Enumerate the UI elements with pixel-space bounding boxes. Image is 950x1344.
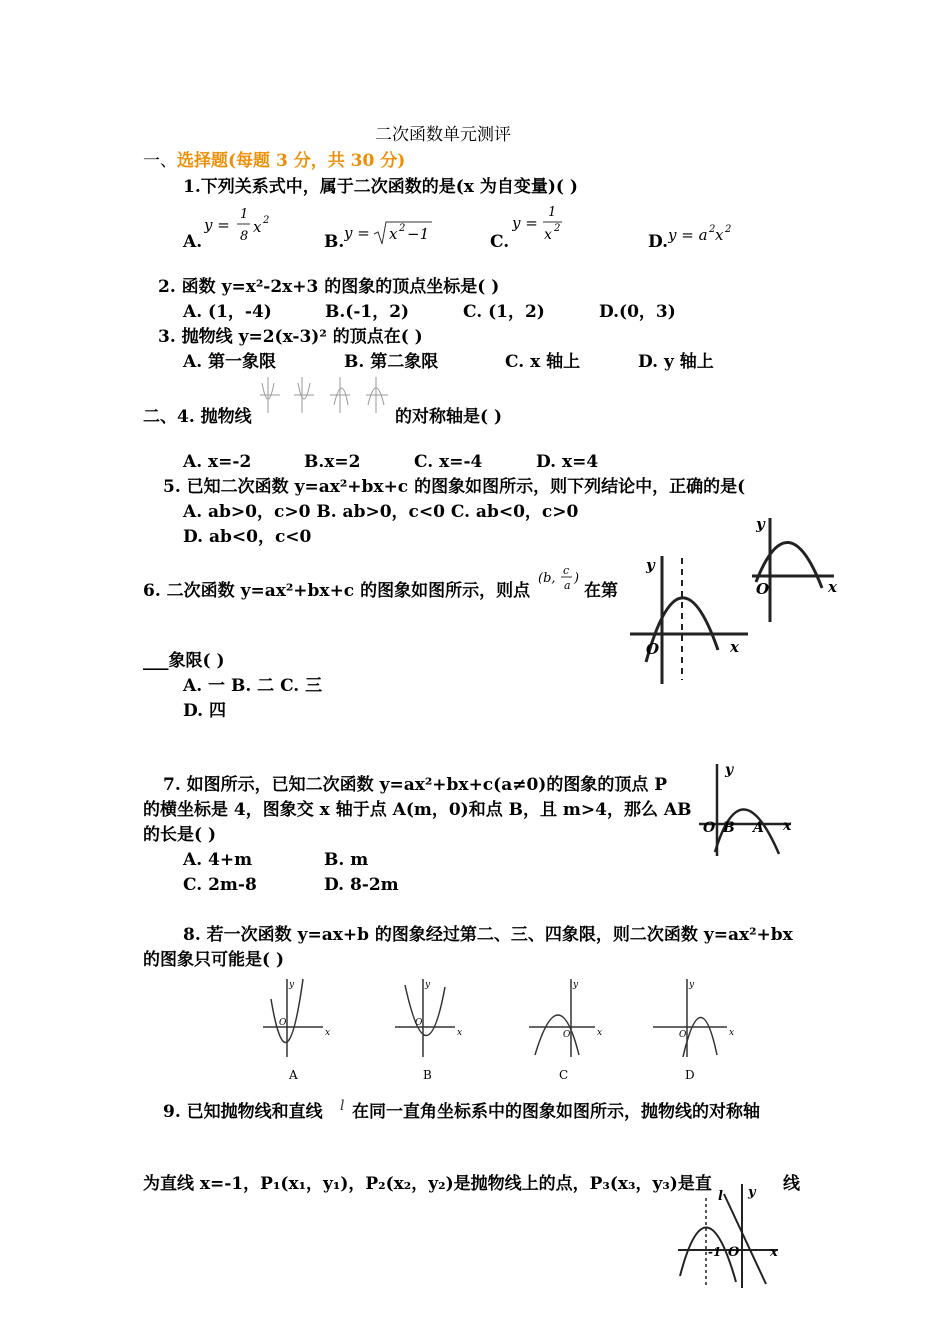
svg-text:−1: −1: [407, 225, 430, 243]
q8-graph-c: [529, 979, 595, 1057]
section1-number: 一、: [143, 151, 177, 171]
q8-label-c: C: [559, 1068, 569, 1082]
q8-d-origin: O: [679, 1030, 687, 1040]
q8-graph-b: [395, 979, 455, 1057]
q9-line-l-label: l: [718, 1189, 723, 1204]
q8-b-x-label: x: [457, 1028, 463, 1038]
q7-option-a: A. 4+m: [183, 850, 253, 870]
q6-stem-b: 在第: [584, 581, 618, 601]
svg-text:2: 2: [725, 224, 732, 235]
q9-origin-label: O: [728, 1245, 740, 1260]
svg-text:x: x: [253, 218, 262, 236]
q5-origin-label: O: [756, 580, 770, 598]
q7-option-b: B. m: [324, 850, 369, 870]
svg-text:y = a: y = a: [668, 226, 708, 244]
q6-stem-a: 6. 二次函数 y=ax²+bx+c 的图象如图所示，则点: [143, 581, 531, 601]
svg-text:8: 8: [240, 229, 249, 244]
q8-label-b: B: [423, 1068, 432, 1082]
q7-parabola-graph: [695, 760, 800, 860]
q8-b-origin: O: [415, 1018, 423, 1028]
q8-b-y-label: y: [425, 980, 431, 990]
q8-label-d: D: [685, 1068, 695, 1082]
q1-option-b: B.: [324, 232, 345, 252]
page-title: 二次函数单元测评: [375, 125, 511, 145]
q1-formula-b: [344, 218, 434, 252]
q7-point-a-label: A: [753, 820, 764, 836]
svg-text:c: c: [563, 564, 570, 577]
svg-text:x: x: [389, 225, 398, 243]
q6-parabola-graph: [626, 550, 756, 690]
q6-axis-y-label: y: [646, 556, 655, 574]
q6-origin-label: O: [646, 640, 660, 658]
svg-text:x: x: [715, 226, 724, 244]
q1-stem: 1.下列关系式中，属于二次函数的是(x 为自变量)( ): [183, 177, 578, 197]
section1-title: 选择题(每题 3 分，共 30 分): [177, 151, 406, 171]
q8-a-y-label: y: [289, 980, 295, 990]
q8-a-origin: O: [279, 1018, 287, 1028]
q7-line3: 的长是( ): [143, 825, 217, 845]
q1-option-a: A.: [183, 232, 203, 252]
q9-axis-y-label: y: [748, 1185, 756, 1200]
q9-line1-b: 在同一直角坐标系中的图象如图所示，抛物线的对称轴: [352, 1102, 760, 1122]
svg-text:a: a: [564, 579, 571, 592]
q2-option-b: B.(-1，2): [325, 302, 410, 322]
q7-axis-x-label: x: [783, 818, 792, 834]
q7-origin-label: O: [703, 820, 716, 836]
q3-option-d: D. y 轴上: [638, 352, 714, 372]
q9-parabola-line-graph: [674, 1180, 784, 1292]
section1-label: [143, 150, 405, 172]
svg-text:(b,: (b,: [538, 571, 556, 586]
q3-option-c: C. x 轴上: [505, 352, 581, 372]
q8-d-y-label: y: [689, 980, 695, 990]
q7-axis-y-label: y: [725, 762, 734, 778]
q7-line2: 的横坐标是 4，图象交 x 轴于点 A(m，0)和点 B，且 m>4，那么 AB: [143, 800, 692, 820]
q4-option-b: B.x=2: [304, 452, 361, 472]
q5-axis-x-label: x: [828, 578, 837, 596]
q7-point-b-label: B: [723, 820, 735, 836]
q5-stem: 5. 已知二次函数 y=ax²+bx+c 的图象如图所示，则下列结论中，正确的是(: [163, 477, 746, 497]
q2-option-d: D.(0，3): [599, 302, 676, 322]
q4-prefix: 二、4. 抛物线: [143, 407, 252, 427]
q2-option-a: A. (1，-4): [183, 302, 272, 322]
svg-text:2: 2: [263, 215, 270, 226]
q1-formula-d: [668, 222, 738, 252]
q6-options-abc: A. 一 B. 二 C. 三: [183, 676, 323, 696]
q9-line2-end: 线: [783, 1174, 800, 1194]
q5-parabola-graph: [748, 510, 843, 625]
svg-text:1: 1: [240, 207, 249, 222]
q3-option-b: B. 第二象限: [344, 352, 439, 372]
q8-line1: 8. 若一次函数 y=ax+b 的图象经过第二、三、四象限，则二次函数 y=ax²+bx: [183, 925, 793, 945]
q8-option-graphs: [255, 975, 735, 1085]
q9-line-l-symbol: l: [340, 1098, 345, 1114]
svg-text:2: 2: [399, 223, 406, 234]
q5-options-abc: A. ab>0，c>0 B. ab>0，c<0 C. ab<0，c>0: [183, 502, 579, 522]
q1-option-d: D.: [648, 232, 669, 252]
q6-option-d: D. 四: [183, 701, 226, 721]
q3-option-a: A. 第一象限: [183, 352, 277, 372]
q5-option-d: D. ab<0，c<0: [183, 527, 312, 547]
svg-text:1: 1: [548, 205, 557, 220]
q9-line1-a: 9. 已知抛物线和直线: [163, 1102, 323, 1122]
q9-line2: 为直线 x=-1，P₁(x₁，y₁)，P₂(x₂，y₂)是抛物线上的点，P₃(x₃，y₃)是直: [143, 1174, 712, 1194]
q4-option-c: C. x=-4: [414, 452, 483, 472]
q8-graph-a: [263, 979, 323, 1057]
q8-c-y-label: y: [573, 980, 579, 990]
q6-stem-c: ___象限( ): [143, 651, 225, 671]
q5-axis-y-label: y: [756, 515, 765, 533]
q6-axis-x-label: x: [730, 638, 739, 656]
q3-stem: 3. 抛物线 y=2(x-3)² 的顶点在( ): [158, 327, 423, 347]
svg-text:y =: y =: [512, 214, 538, 232]
q2-option-c: C. (1，2): [463, 302, 545, 322]
q1-formula-a: [204, 204, 274, 254]
q4-option-a: A. x=-2: [183, 452, 252, 472]
q1-formula-c: [512, 202, 572, 252]
q9-axis-x-label: x: [770, 1245, 778, 1260]
q8-c-x-label: x: [597, 1028, 603, 1038]
q8-graph-d: [653, 979, 727, 1057]
q7-option-c: C. 2m-8: [183, 875, 257, 895]
svg-text:2: 2: [554, 223, 561, 234]
q4-option-d: D. x=4: [536, 452, 599, 472]
q4-thumbnail-graphs: [256, 375, 396, 424]
q8-line2: 的图象只可能是( ): [143, 950, 285, 970]
q1-option-c: C.: [490, 232, 510, 252]
q4-suffix: 的对称轴是( ): [395, 407, 503, 427]
q8-label-a: A: [289, 1068, 298, 1082]
q2-stem: 2. 函数 y=x²-2x+3 的图象的顶点坐标是( ): [158, 277, 500, 297]
svg-text:x: x: [544, 227, 552, 243]
q8-c-origin: O: [563, 1030, 571, 1040]
svg-text:y =: y =: [344, 224, 370, 242]
svg-text:y =: y =: [204, 216, 230, 234]
q7-option-d: D. 8-2m: [324, 875, 399, 895]
svg-text:): ): [574, 571, 580, 586]
svg-text:2: 2: [709, 224, 716, 235]
q7-line1: 7. 如图所示，已知二次函数 y=ax²+bx+c(a≠0)的图象的顶点 P: [163, 775, 668, 795]
q8-a-x-label: x: [325, 1028, 331, 1038]
q9-neg1-label: -1: [708, 1245, 722, 1259]
q8-d-x-label: x: [729, 1028, 735, 1038]
q6-point-formula: [538, 562, 586, 602]
